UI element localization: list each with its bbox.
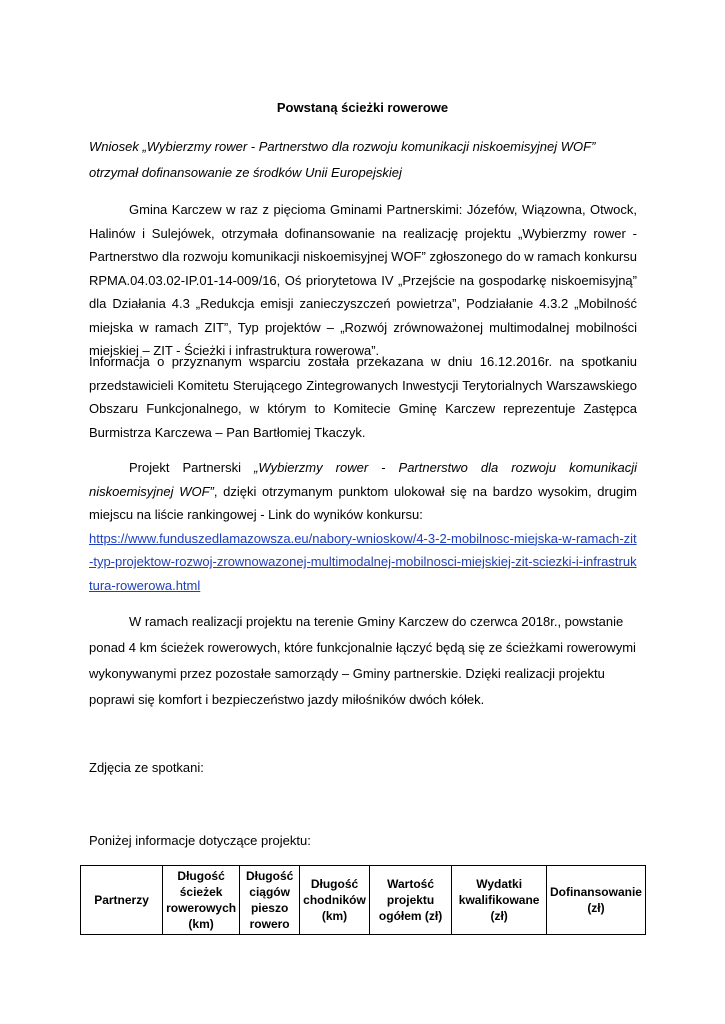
project-name: „Wybierzmy rower - Partnerstwo dla rozwoju komunikacji niskoemisyjnej WOF” xyxy=(89,460,638,499)
header-wartosc-projektu: Wartość projektu ogółem (zł) xyxy=(369,866,451,935)
header-partnerzy: Partnerzy xyxy=(81,866,163,935)
paragraph-1: Gmina Karczew w raz z pięcioma Gminami Partnerskimi: Józefów, Wiązowna, Otwock, Halinów i Sulejówek, otrzymała dofinansowanie na realizację projektu „Wybierzmy rower - Partnerstwo dla rozwoju komunikacji niskoemisyjnej WOF” zgłoszonego do w ramach konkursu RPMA.04.03.02-IP.01-14-009/16, Oś priorytetowa IV „Przejście na gospodarkę niskoemisyjną” dla Działania 4.3 „Redukcja emisji zanieczyszczeń powietrza”, Podziałanie 4.3.2 „Mobilność miejska w ramach ZIT”, Typ projektów – „Rozwój zrównoważonej multimodalnej mobilności miejskiej – ZIT - Ścieżki i infrastruktura rowerowa”. xyxy=(89,202,637,358)
header-dlugosc-chodnikow: Długość chodników (km) xyxy=(300,866,370,935)
project-table xyxy=(80,865,646,935)
intro-paragraph: Wniosek „Wybierzmy rower - Partnerstwo dla rozwoju komunikacji niskoemisyjnej WOF” otrzymał dofinansowanie ze środków Unii Europejskiej xyxy=(89,139,596,180)
header-dlugosc-ciagow: Długość ciągów pieszo rowero xyxy=(240,866,300,935)
paragraph-2: Informacja o przyznanym wsparciu została przekazana w dniu 16.12.2016r. na spotkaniu przedstawicieli Komitetu Sterującego Zintegrowanych Inwestycji Terytorialnych Warszawskiego Obszaru Funkcjonalnego, w którym to Komitecie Gminę Karczew reprezentuje Zastępca Burmistrza Karczewa – Pan Bartłomiej Tkaczyk. xyxy=(89,354,637,440)
header-dofinansowanie: Dofinansowanie (zł) xyxy=(546,866,645,935)
table-header-row xyxy=(81,866,646,935)
project-info-label: Poniżej informacje dotyczące projektu: xyxy=(89,833,311,848)
header-dlugosc-sciezek: Długość ścieżek rowerowych (km) xyxy=(163,866,240,935)
paragraph-3 xyxy=(89,456,637,597)
results-link[interactable]: https://www.funduszedlamazowsza.eu/nabory-wnioskow/4-3-2-mobilnosc-miejska-w-ramach-zit-typ-projektow-rozwoj-zrownowazonej-multimodalnej-mobilnosci-miejskiej-zit-sciezki-i-infrastruktura-rowerowa.html xyxy=(89,530,637,593)
document-title: Powstaną ścieżki rowerowe xyxy=(276,100,449,115)
paragraph-3-suffix: , dzięki otrzymanym punktom ulokował się na bardzo wysokim, drugim miejscu na liście rankingowej - Link do wyników konkursu: xyxy=(89,483,637,522)
header-wydatki-kwalifikowane: Wydatki kwalifikowane (zł) xyxy=(452,866,547,935)
photos-label: Zdjęcia ze spotkani: xyxy=(89,760,204,775)
paragraph-4: W ramach realizacji projektu na terenie Gminy Karczew do czerwca 2018r., powstanie ponad 4 km ścieżek rowerowych, które funkcjonalnie łączyć będą się ze ścieżkami rowerowymi wykonywanymi przez pozostałe samorządy – Gminy partnerskie. Dzięki realizacji projektu poprawi się komfort i bezpieczeństwo jazdy miłośników dwóch kółek. xyxy=(89,614,636,707)
paragraph-3-prefix: Projekt Partnerski xyxy=(129,460,255,475)
